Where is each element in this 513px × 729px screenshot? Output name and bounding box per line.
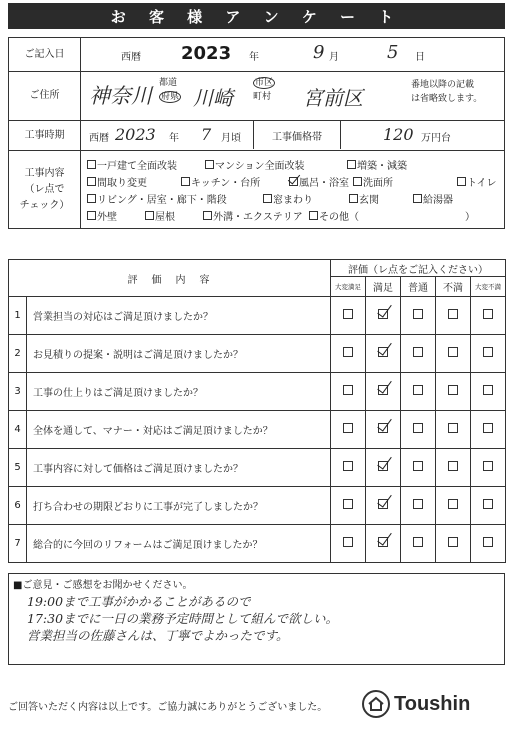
rating-checkbox[interactable] [413,309,423,319]
question-row [9,525,506,563]
work-option[interactable] [347,157,407,172]
rating-checkbox[interactable] [378,385,388,395]
question-text: 営業担当の対応はご満足頂けましたか？ [27,297,331,335]
evaluation-content-header: 評 価 内 容 [9,260,331,297]
work-option-label: 増築・減築 [357,160,407,172]
rating-cell [366,335,401,373]
rating-cell [366,297,401,335]
evaluation-table [8,259,506,563]
date-era: 西暦 [121,52,141,63]
evaluation-rating-header: 評価（レ点をご記入ください） [331,260,506,277]
work-option-label: 外壁 [97,211,117,223]
other-close-paren: ） [465,211,475,223]
work-label-line-3: チェック） [19,199,70,211]
rating-cell [401,449,436,487]
rating-checkbox[interactable] [343,423,353,433]
question-row [9,297,506,335]
question-number: 3 [9,373,27,411]
rating-scale-header: 不満 [436,277,471,297]
date-day: 5 [387,42,399,63]
rating-cell [471,411,506,449]
rating-checkbox[interactable] [378,347,388,357]
question-text: お見積りの提案・説明はご満足頂けましたか？ [27,335,331,373]
rating-checkbox[interactable] [483,423,493,433]
comments-label: ■ご意見・ご感想をお聞かせください。 [13,580,193,591]
rating-cell [366,373,401,411]
rating-checkbox[interactable] [378,309,388,319]
rating-cell [436,449,471,487]
rating-cell [401,373,436,411]
rating-scale-header: 満足 [366,277,401,297]
rating-cell [331,449,366,487]
question-number: 2 [9,335,27,373]
work-option[interactable] [353,174,393,189]
rating-checkbox[interactable] [448,537,458,547]
question-number: 1 [9,297,27,335]
rating-cell [366,411,401,449]
address-city: 川崎 [193,86,233,110]
comment-line-2: 17:30までに一日の業務予定時間として組んで欲しい。 [27,611,339,626]
period-label: 工事時期 [9,121,81,151]
work-option-label: 洗面所 [363,177,393,189]
brand-name: Toushin [394,692,471,715]
comment-line-3: 営業担当の佐藤さんは、丁寧でよかったです。 [27,628,289,643]
rating-cell [401,487,436,525]
work-option[interactable] [309,208,359,223]
rating-checkbox[interactable] [413,461,423,471]
rating-checkbox[interactable] [448,499,458,509]
checkbox[interactable] [87,211,96,220]
work-option[interactable] [289,174,349,189]
rating-cell [366,449,401,487]
question-row [9,487,506,525]
work-option-label: トイレ [467,177,497,189]
rating-cell [401,297,436,335]
price-range-label: 工事価格帯 [253,121,341,149]
rating-checkbox[interactable] [343,347,353,357]
work-option-label: 玄関 [359,194,379,206]
rating-checkbox[interactable] [413,423,423,433]
question-text: 全体を通して、マナー・対応はご満足頂けましたか？ [27,411,331,449]
question-row [9,411,506,449]
checkbox[interactable] [347,160,356,169]
question-number: 6 [9,487,27,525]
survey-title: お 客 様 ア ン ケ ー ト [8,3,505,29]
work-option-row [87,156,498,173]
address-prefecture: 神奈川 [89,84,152,108]
rating-cell [331,297,366,335]
work-option-label: 給湯器 [423,194,453,206]
work-options [81,151,505,229]
work-option-label: キッチン・台所 [191,177,261,189]
question-number: 5 [9,449,27,487]
work-option[interactable] [181,174,260,189]
rating-checkbox[interactable] [378,499,388,509]
rating-checkbox[interactable] [483,347,493,357]
city-unit-labels [253,76,275,105]
rating-checkbox[interactable] [343,499,353,509]
rating-cell [331,411,366,449]
rating-scale-header: 大変満足 [331,277,366,297]
checkbox[interactable] [457,177,466,186]
checkbox[interactable] [309,211,318,220]
checkbox[interactable] [413,194,422,203]
period-month: 7 [201,125,212,144]
work-option-label: 風呂・浴室 [299,177,349,189]
rating-scale-header: 大変不満 [471,277,506,297]
rating-cell [436,411,471,449]
house-logo-icon [362,690,390,718]
rating-cell [366,487,401,525]
rating-cell [471,335,506,373]
rating-cell [471,449,506,487]
checkbox[interactable] [289,177,298,186]
work-option-row [87,190,498,207]
rating-cell [436,297,471,335]
question-text: 打ち合わせの期限どおりに工事が完了しましたか？ [27,487,331,525]
work-option-label: リビング・居室・廊下・階段 [97,194,227,206]
question-row [9,335,506,373]
rating-cell [401,525,436,563]
rating-cell [436,335,471,373]
address-town: 宮前区 [303,86,363,110]
question-number: 4 [9,411,27,449]
price-range-value: 120 [383,125,414,144]
prefecture-unit-2: 府県 [161,92,180,103]
rating-scale-header: 普通 [401,277,436,297]
rating-checkbox[interactable] [378,461,388,471]
work-option[interactable] [145,208,175,223]
checkbox[interactable] [87,194,96,203]
work-label-line-2: （レ点で [24,183,65,195]
rating-checkbox[interactable] [413,347,423,357]
rating-checkbox[interactable] [343,537,353,547]
checkbox[interactable] [203,211,212,220]
work-option-label: 屋根 [155,211,175,223]
date-day-unit: 日 [415,52,425,63]
address-label: ご住所 [9,72,81,121]
rating-cell [471,487,506,525]
work-option-row [87,207,498,224]
work-option[interactable] [87,174,147,189]
rating-cell [331,335,366,373]
rating-cell [331,373,366,411]
checkbox[interactable] [87,160,96,169]
address-note-line-2: は省略致します。 [411,94,483,105]
work-option-label: 外溝・エクステリア [213,211,303,223]
price-range-unit: 万円台 [421,133,451,144]
question-text: 総合的に今回のリフォームはご満足頂けましたか？ [27,525,331,563]
date-cell [81,38,505,72]
work-option[interactable] [87,191,227,206]
work-option[interactable] [87,208,117,223]
checkbox[interactable] [205,160,214,169]
question-row [9,449,506,487]
checkbox[interactable] [353,177,362,186]
rating-checkbox[interactable] [483,309,493,319]
rating-checkbox[interactable] [343,385,353,395]
prefecture-unit-labels [159,76,181,105]
work-option-label: その他（ [319,211,359,223]
rating-cell [471,525,506,563]
rating-cell [471,297,506,335]
date-month-unit: 月 [329,52,339,63]
work-option-label: 間取り変更 [97,177,147,189]
question-text: 工事の仕上りはご満足頂けましたか？ [27,373,331,411]
city-unit-2: 町村 [253,92,272,103]
work-label [9,151,81,229]
rating-checkbox[interactable] [448,423,458,433]
work-option[interactable] [263,191,313,206]
work-option-label: 窓まわり [273,194,313,206]
rating-checkbox[interactable] [448,309,458,319]
rating-checkbox[interactable] [343,309,353,319]
rating-checkbox[interactable] [448,385,458,395]
address-note [411,78,482,107]
work-label-line-1: 工事内容 [24,167,65,179]
work-option-row [87,173,498,190]
work-option[interactable] [203,208,303,223]
rating-checkbox[interactable] [483,385,493,395]
rating-checkbox[interactable] [413,499,423,509]
address-note-line-1: 番地以降の記載 [411,80,475,90]
question-text: 工事内容に対して価格はご満足頂けましたか？ [27,449,331,487]
rating-cell [401,411,436,449]
period-cell [81,121,505,151]
work-option[interactable] [87,157,177,172]
comment-line-1: 19:00まで工事がかかることがあるので [27,594,251,609]
date-month: 9 [313,42,325,63]
rating-cell [436,487,471,525]
company-logo [362,690,470,718]
rating-cell [366,525,401,563]
work-option-label: マンション全面改装 [215,160,305,172]
rating-checkbox[interactable] [378,423,388,433]
period-year-unit: 年 [169,133,179,144]
checkbox[interactable] [349,194,358,203]
rating-checkbox[interactable] [378,537,388,547]
city-unit-1: 市区 [255,78,274,88]
rating-cell [401,335,436,373]
address-cell [81,72,505,121]
checkbox[interactable] [87,177,96,186]
work-option[interactable] [349,191,379,206]
rating-cell [436,525,471,563]
work-option-label: 一戸建て全面改装 [97,160,177,172]
comments-box [8,573,505,665]
rating-checkbox[interactable] [413,537,423,547]
checkbox[interactable] [263,194,272,203]
rating-cell [471,373,506,411]
checkbox[interactable] [181,177,190,186]
rating-cell [331,487,366,525]
period-year: 2023 [115,125,156,144]
footer-thanks: ご回答いただく内容は以上です。ご協力誠にありがとうございました。 [8,702,328,713]
work-option[interactable] [413,191,453,206]
rating-checkbox[interactable] [483,499,493,509]
rating-checkbox[interactable] [448,347,458,357]
question-number: 7 [9,525,27,563]
period-era: 西暦 [89,133,109,144]
work-option[interactable] [457,174,497,189]
rating-cell [331,525,366,563]
rating-checkbox[interactable] [448,461,458,471]
question-row [9,373,506,411]
work-option[interactable] [205,157,305,172]
period-month-unit: 月頃 [221,133,241,144]
prefecture-unit-1: 都道 [159,78,178,88]
date-label: ご記入日 [9,38,81,72]
rating-checkbox[interactable] [483,537,493,547]
rating-checkbox[interactable] [413,385,423,395]
customer-info-form [8,37,505,229]
date-year: 2023 [181,43,232,64]
rating-checkbox[interactable] [483,461,493,471]
rating-checkbox[interactable] [343,461,353,471]
checkbox[interactable] [145,211,154,220]
rating-cell [436,373,471,411]
date-year-unit: 年 [249,52,259,63]
